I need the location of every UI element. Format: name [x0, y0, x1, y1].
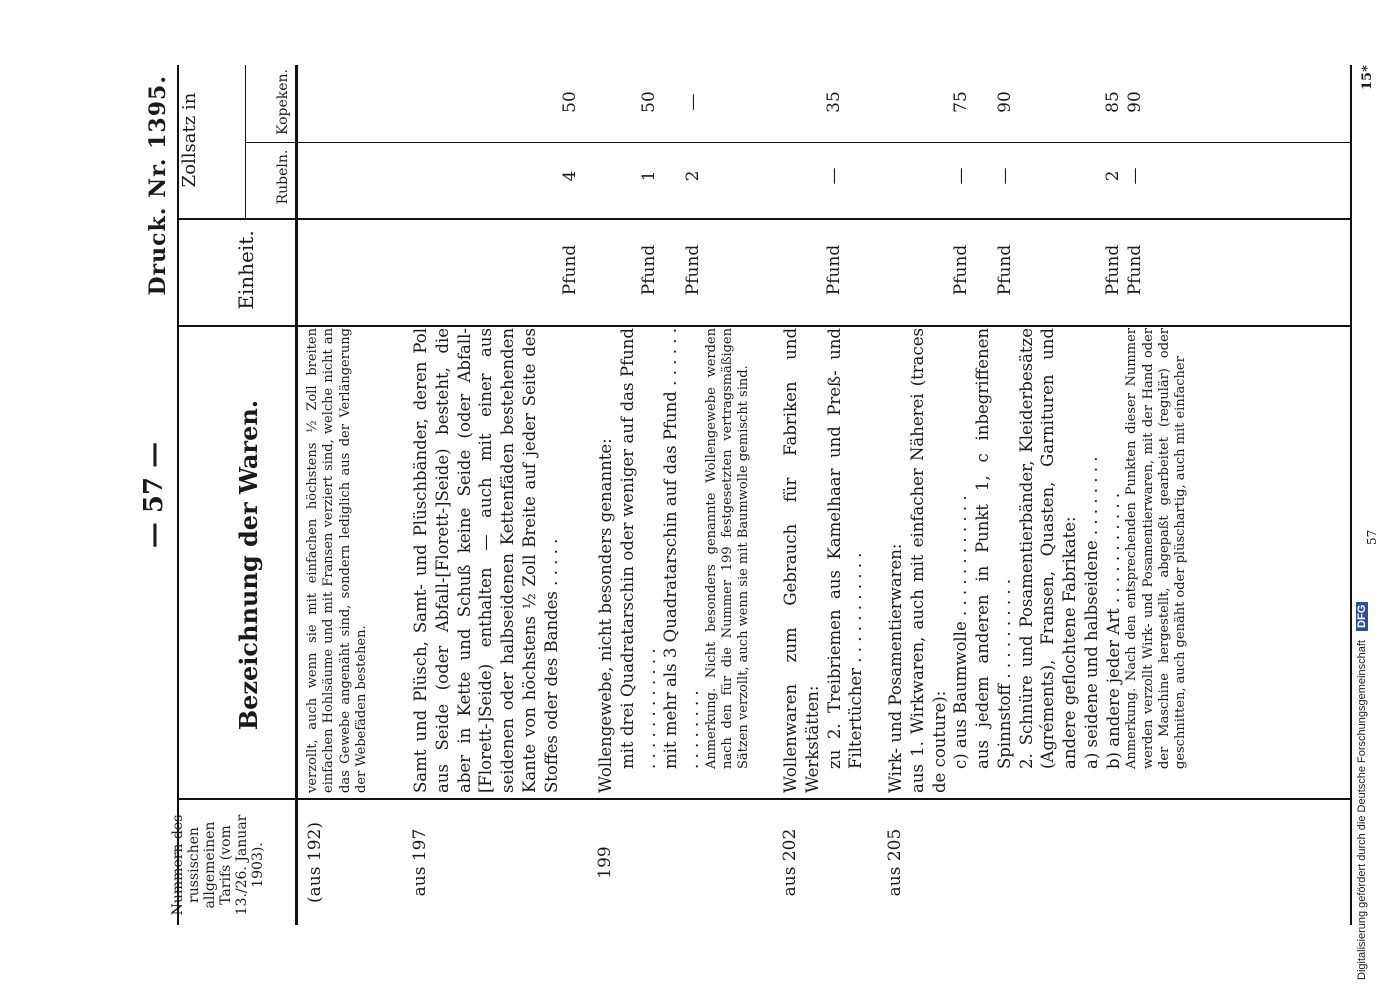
kopeken-value: 75 [951, 91, 971, 113]
tariff-number: aus 202 [780, 828, 800, 897]
column-divider-1 [177, 798, 1352, 800]
print-number: Druck. Nr. 1395. [145, 75, 171, 296]
tariff-number: 199 [595, 846, 615, 879]
rubeln-value: — [951, 167, 971, 185]
credit-text: Digitalisierung gefördert durch die Deutsche Forschungsgemeinschaft [1356, 640, 1368, 980]
tariff-number: aus 205 [885, 828, 905, 897]
goods-description: Wollengewebe, nicht besonders genannte: mit drei Quadratarschin oder weniger auf das Pfund . . . . . . . . . . . . mit mehr als 3 Quadratarschin auf das Pfund . . . . . . . . . . . . . . Anmerkung. Nicht besonders genannte Wollengewebe werden nach den für die Nummer 199 festgesetzten vertragsmäßigen Sätzen verzollt, auch wenn sie mit Baumwolle gemischt sind. [596, 328, 752, 793]
kopeken-value: 85 [1103, 91, 1123, 113]
rubeln-value: 2 [1103, 170, 1123, 182]
unit-value: Pfund [951, 244, 971, 296]
column-header-kopeken: Kopeken. [275, 69, 291, 135]
unit-value: Pfund [1103, 244, 1123, 296]
rubeln-value: — [824, 167, 844, 185]
column-divider-4 [245, 142, 1352, 143]
rubeln-value: — [995, 167, 1015, 185]
kopeken-value: 50 [560, 91, 580, 113]
unit-value: Pfund [560, 244, 580, 296]
goods-description: Wollenwaren zum Gebrauch für Fabriken und Werkstätten: zu 2. Treibriemen aus Kamelhaar und Preß- und Filtertücher . . . . . . . . . . . [781, 328, 866, 793]
kopeken-value: 50 [639, 91, 659, 113]
column-divider-2 [177, 325, 1352, 327]
kopeken-value: 35 [824, 91, 844, 113]
page-number: — 57 — [139, 441, 169, 549]
goods-description: verzollt, auch wenn sie mit einfachen höchstens ½ Zoll breiten einfachen Hohlsäume und mit Fransen verziert sind, welche nicht an das Gewebe angenäht sind, sondern lediglich aus der Verlängerung der Webefäden bestehen. [305, 328, 369, 793]
tariff-number: (aus 192) [305, 822, 325, 903]
column-header-rubeln: Rubeln. [275, 149, 291, 205]
zollsatz-subrule [245, 65, 246, 220]
column-header-number: Nummern des russischen allgemeinen Tarifs (vom 13./26. Januar 1903). [170, 814, 267, 916]
header-top-rule [177, 65, 179, 925]
rubeln-value: — [1125, 167, 1145, 185]
unit-value: Pfund [995, 244, 1015, 296]
rubeln-value: 2 [683, 170, 703, 182]
goods-description: Samt und Plüsch, Samt- und Plüschbänder, deren Pol aus Seide (oder Abfall-[Florett-]Seide) besteht, die aber in Kette und Schuß keine Seide (oder Abfall-[Florett-]Seide) enthalten — auch mit einer aus seidenen oder halbseidenen Kettenfäden bestehenden Kante von höchstens ½ Zoll Breite auf jeder Seite des Stoffes oder des Bandes . . . . . [411, 328, 561, 793]
column-header-zollsatz: Zollsatz in [179, 92, 200, 188]
kopeken-value: 90 [995, 91, 1015, 113]
kopeken-value: 90 [1125, 91, 1145, 113]
unit-value: Pfund [824, 244, 844, 296]
rubeln-value: 1 [639, 170, 659, 182]
column-header-description: Bezeichnung der Waren. [234, 399, 263, 731]
rubeln-value: 4 [560, 170, 580, 182]
dfg-logo: DFG [1356, 602, 1368, 631]
tariff-number: aus 197 [410, 828, 430, 897]
column-divider-3 [177, 218, 1352, 220]
kopeken-value: — [683, 93, 703, 111]
column-header-unit: Einheit. [234, 230, 258, 310]
unit-value: Pfund [639, 244, 659, 296]
digitization-credit [1356, 0, 1368, 980]
page-mark: 57 [1365, 529, 1379, 545]
header-bottom-rule [295, 65, 298, 925]
goods-description: Wirk- und Posamentierwaren: aus 1. Wirkwaren, auch mit einfacher Näherei (traces de couture): c) aus Baumwolle . . . . . . . . . . . . aus jedem anderen in Punkt 1, c inbegriffenen Spinnstoff . . . . . . . . . . 2. Schnüre und Posamentierbänder, Kleiderbesätze (Agréments), Fransen, Quasten, Garnituren und andere geflochtene Fabrikate: a) seidene und halbseidene . . . . . . . . b) andere jeder Art . . . . . . . . . . . Anmerkung. Nach den entsprechenden Punkten dieser Nummer werden verzollt Wirk- und Posamentierwaren, mit der Hand oder der Maschine hergestellt, abgepaßt gearbeitet (regulär) oder geschnitten, auch genäht oder plüschartig, auch mit einfacher [886, 328, 1189, 793]
signature-mark: 15* [1360, 65, 1375, 90]
unit-value: Pfund [683, 244, 703, 296]
unit-value: Pfund [1125, 244, 1145, 296]
table-bottom-rule [1350, 65, 1352, 925]
